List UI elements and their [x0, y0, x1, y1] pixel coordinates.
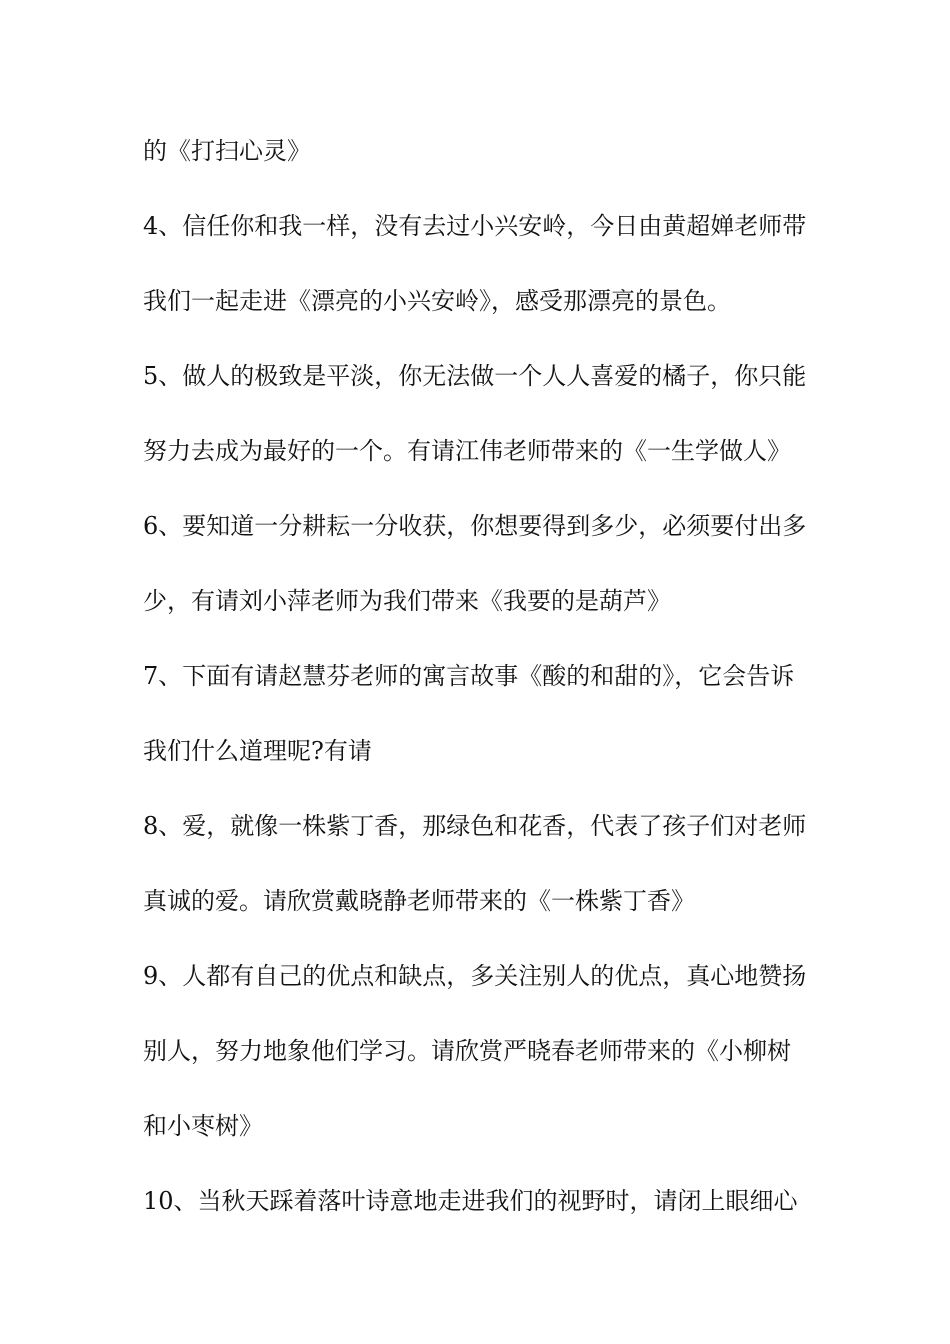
text-line: 努力去成为最好的一个。有请江伟老师带来的《一生学做人》 — [143, 437, 791, 465]
text-line: 7、下面有请赵慧芬老师的寓言故事《酸的和甜的》，它会告诉 — [143, 662, 795, 690]
text-line: 和小枣树》 — [143, 1112, 263, 1140]
text-line: 4、信任你和我一样，没有去过小兴安岭，今日由黄超婵老师带 — [143, 212, 807, 240]
text-line: 我们一起走进《漂亮的小兴安岭》，感受那漂亮的景色。 — [143, 287, 731, 315]
text-line: 8、爱，就像一株紫丁香，那绿色和花香，代表了孩子们对老师 — [143, 812, 807, 840]
text-line: 我们什么道理呢?有请 — [143, 737, 372, 765]
text-line: 少，有请刘小萍老师为我们带来《我要的是葫芦》 — [143, 587, 671, 615]
text-line: 6、要知道一分耕耘一分收获，你想要得到多少，必须要付出多 — [143, 512, 807, 540]
text-line: 的《打扫心灵》 — [143, 137, 311, 165]
text-line: 9、人都有自己的优点和缺点，多关注别人的优点，真心地赞扬 — [143, 962, 807, 990]
text-line: 真诚的爱。请欣赏戴晓静老师带来的《一株紫丁香》 — [143, 887, 695, 915]
text-line: 10、当秋天踩着落叶诗意地走进我们的视野时，请闭上眼细心 — [143, 1187, 798, 1215]
text-line: 别人，努力地象他们学习。请欣赏严晓春老师带来的《小柳树 — [143, 1037, 791, 1065]
text-line: 5、做人的极致是平淡，你无法做一个人人喜爱的橘子，你只能 — [143, 362, 807, 390]
